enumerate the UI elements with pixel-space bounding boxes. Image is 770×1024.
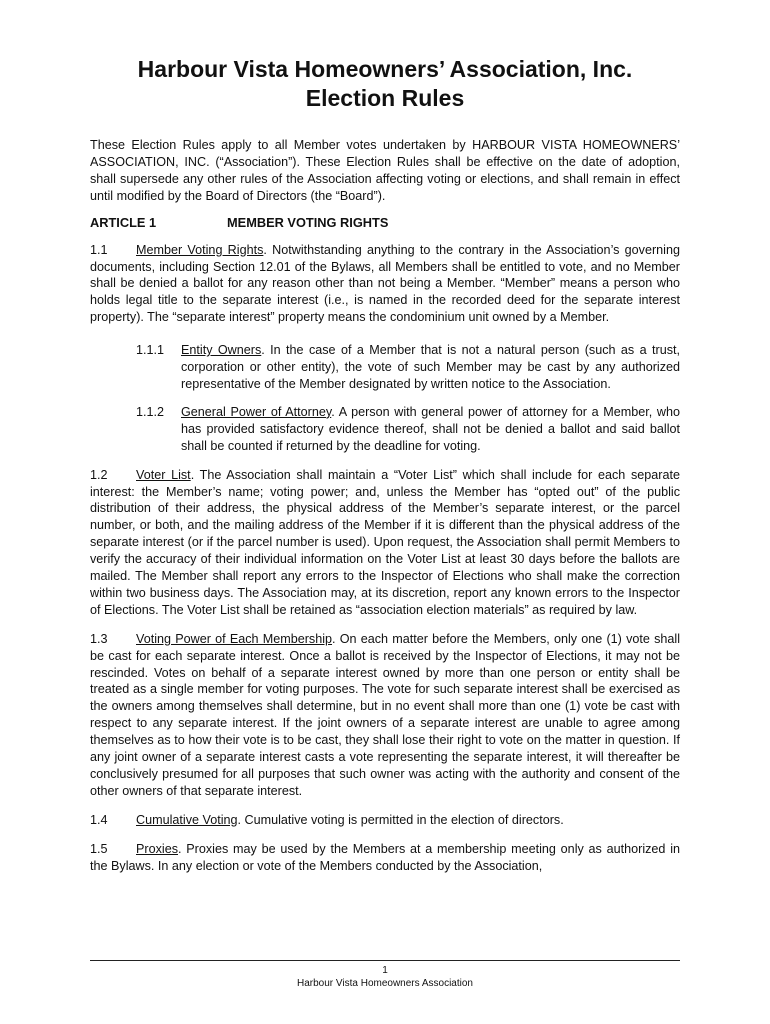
section-1-1 [90, 242, 680, 327]
article-heading [90, 215, 680, 230]
section-number: 1.3 [90, 631, 108, 646]
section-heading: Voting Power of Each Membership [136, 631, 333, 646]
section-1-1-2 [90, 404, 680, 455]
page-number: 1 [382, 965, 388, 976]
section-1-4 [90, 812, 680, 829]
section-number: 1.2 [90, 467, 108, 482]
section-1-5 [90, 841, 680, 875]
page-footer [0, 964, 770, 990]
article-title: MEMBER VOTING RIGHTS [227, 214, 389, 230]
section-heading: Proxies [136, 841, 178, 856]
section-1-1-1 [90, 342, 680, 393]
section-text: . The Association shall maintain a “Voter List” which shall include for each separate interest: the Member’s name; voting power; and, unless the Member has “opted out” of the public distribution of their address, the physical address of the Member’s separate interest, or the parcel number, or both, and the mailing address of the Member if it is different than the physical address of the separate interest (or if the parcel number is used). Upon request, the Association shall permit Members to verify the accuracy of their individual information on the Voter List at least 30 days before the ballots are mailed. The Member shall report any errors to the Inspector of Elections who shall make the correction within two business days. The Association may, at its discretion, report any known errors to the Inspector of Elections. The Voter List shall be retained as “association election materials” as required by law. [90, 467, 680, 617]
subsection-number: 1.1.1 [136, 343, 165, 358]
subsection-heading: Entity Owners [181, 343, 262, 358]
article-number: ARTICLE 1 [90, 214, 157, 230]
document-title [90, 0, 680, 113]
section-text: . Proxies may be used by the Members at a membership meeting only as authorized in the Bylaws. In any election or vote of the Members conducted by the Association, [90, 841, 680, 873]
footer-org-name: Harbour Vista Homeowners Association [296, 978, 473, 989]
subsection-heading: General Power of Attorney [181, 404, 332, 419]
title-line-1: Harbour Vista Homeowners’ Association, Inc. [137, 56, 633, 82]
section-number: 1.4 [90, 812, 108, 827]
subsection-text: . A person with general power of attorney for a Member, who has provided satisfactory evidence thereof, shall not be denied a ballot and said ballot shall be counted if returned by the deadline for voting. [181, 404, 680, 453]
intro-paragraph: These Election Rules apply to all Member votes undertaken by HARBOUR VISTA HOMEOWNERS’ ASSOCIATION, INC. (“Association”). These Election Rules shall be effective on the date of adoption, shall supersede any other rules of the Association affecting voting or elections, and shall remain in effect until modified by the Board of Directors (the “Board”). [90, 138, 680, 203]
section-heading: Voter List [136, 467, 191, 482]
section-text: . Notwithstanding anything to the contrary in the Association’s governing documents, including Section 12.01 of the Bylaws, all Members shall be entitled to vote, and no Member shall be denied a ballot for any reason other than not being a Member. “Member” means a person who holds legal title to the separate interest (i.e., is named in the recorded deed for the separate interest property). The “separate interest” property means the condominium unit owned by a Member. [90, 242, 680, 325]
section-heading: Cumulative Voting [136, 812, 238, 827]
section-number: 1.5 [90, 841, 108, 856]
section-1-2 [90, 467, 680, 619]
section-1-3 [90, 631, 680, 800]
section-text: . Cumulative voting is permitted in the election of directors. [237, 812, 564, 827]
title-line-2: Election Rules [305, 85, 465, 111]
section-text: . On each matter before the Members, only one (1) vote shall be cast for each separate interest. Once a ballot is received by the Inspector of Elections, it may not be rescinded. Votes on behalf of a separate interest owned by more than one person or entity shall be treated as a single member for voting purposes. The vote for such separate interest shall be exercised as the owners among themselves shall determine, but in no event shall more than one (1) vote be cast with respect to any separate interest. If the joint owners of a separate interest are unable to agree among themselves as to how their vote is to be cast, they shall lose their right to vote on the matter in question. If any joint owner of a separate interest casts a vote representing the separate interest, it will thereafter be conclusively presumed for all purposes that such owner was acting with the authority and consent of the other owners of that separate interest. [90, 631, 680, 798]
footer-divider [90, 960, 680, 961]
section-heading: Member Voting Rights [136, 242, 264, 257]
section-number: 1.1 [90, 242, 108, 257]
subsection-number: 1.1.2 [136, 404, 165, 419]
subsection-text: . In the case of a Member that is not a natural person (such as a trust, corporation or other entity), the vote of such Member may be cast by any authorized representative of the Member designated by written notice to the Association. [181, 343, 680, 391]
